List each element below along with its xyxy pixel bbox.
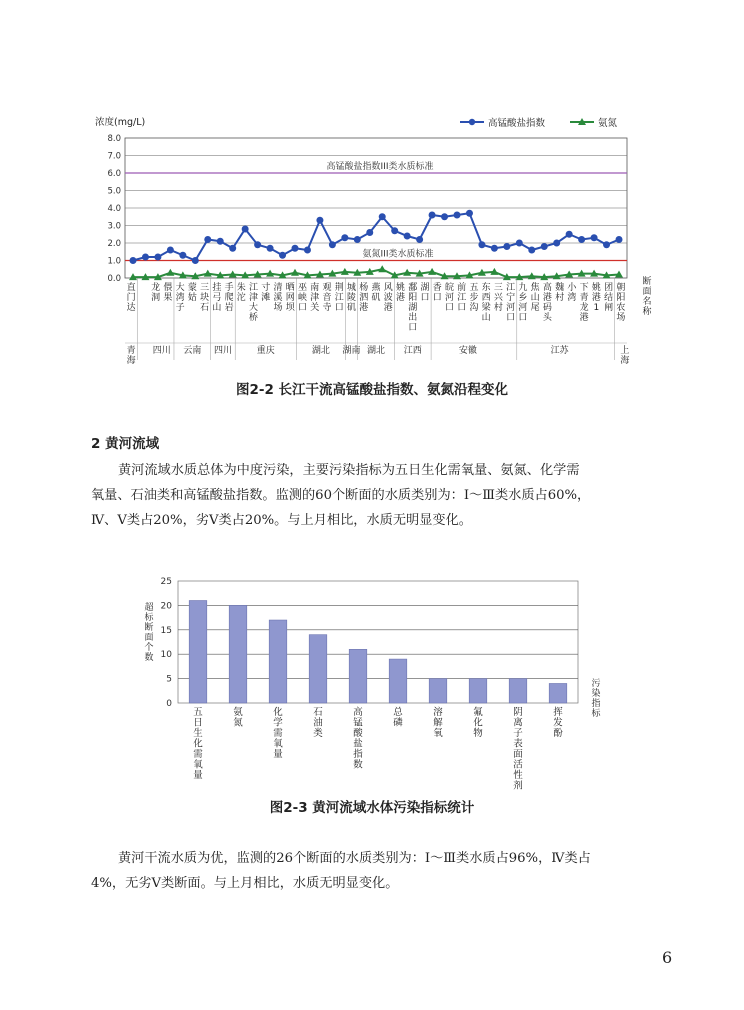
x-tick-label: 东西梁山 [481,283,491,323]
bar [349,649,367,703]
x-tick-label: 清溪场 [273,283,283,313]
data-point [167,247,174,254]
x-tick-label: 九乡河口 [518,283,528,323]
x-tick-label: 荆江口 [334,283,344,313]
x-tick-label: 蒙姑 [187,283,197,303]
y-tick-label: 8.0 [107,134,121,144]
x-tick-label: 高锰酸盐指数 [353,707,363,771]
data-point [454,212,461,219]
data-point [578,236,585,243]
x-tick-label: 总磷 [393,707,403,729]
data-point [566,231,573,238]
data-point [541,243,548,250]
data-point [416,236,423,243]
x-tick-label: 南津关 [310,283,320,313]
x-tick-label: 挂弓山 [212,283,222,313]
y-tick-label: 4.0 [107,204,121,214]
y-tick-label: 15 [160,625,172,636]
y-tick-label: 1.0 [107,256,121,267]
yellow-river-bar-chart [138,570,618,790]
y-tick-label: 5 [166,674,172,685]
x-tick-label: 龙洞 [151,283,161,303]
province-label: 四川 [152,346,171,356]
paragraph-line: 黄河干流水质为优，监测的26个断面的水质类别为：Ⅰ～Ⅲ类水质占96%，Ⅳ类占 [118,851,591,866]
province-label: 湖北 [311,346,330,356]
data-point [292,245,299,252]
province-label: 湖北 [366,346,386,356]
x-axis-title: 断面名称 [642,277,652,317]
y-tick-label: 3.0 [107,221,121,232]
section-paragraph [91,458,671,533]
x-tick-label: 朝阳农场 [616,283,626,323]
x-tick-label: 魏村 [555,283,565,303]
province-label: 上海 [620,346,630,366]
bar [549,683,567,703]
x-tick-label: 大湾子 [175,283,185,313]
data-point [553,240,560,247]
x-tick-label: 氨氮 [233,707,243,729]
legend-label: 氨氮 [598,118,618,129]
x-tick-label: 杨泗港 [359,283,369,313]
data-point [179,252,186,259]
closing-paragraph [91,846,671,896]
figure-2-2-caption: 图2-2 长江干流高锰酸盐指数、氨氮沿程变化 [235,382,509,398]
x-tick-label: 城陵矶 [347,283,357,313]
y-tick-label: 0.0 [107,274,121,284]
y-tick-label: 7.0 [107,151,121,162]
x-tick-label: 巫峡口 [298,283,308,313]
x-tick-label: 氟化物 [473,707,483,739]
y-axis-title: 超标断面个数 [144,603,154,663]
x-tick-label: 湖口 [420,283,430,303]
data-point [341,234,348,241]
bar [269,620,287,703]
data-point [154,254,161,261]
province-label: 青海 [126,346,136,366]
data-point [441,213,448,220]
x-tick-label: 三兴村 [493,283,503,313]
province-label: 江苏 [550,346,569,356]
data-point [204,236,211,243]
paragraph-line: 4%，无劣Ⅴ类断面。与上月相比，水质无明显变化。 [91,876,399,891]
bar [189,601,207,703]
province-label: 安徽 [458,346,477,356]
x-tick-label: 高港码头 [542,283,552,323]
y-tick-label: 0 [166,699,172,709]
data-point [603,241,610,248]
data-point [379,213,386,220]
x-tick-label: 偎果 [163,283,173,303]
x-tick-label: 五日生化需氧量 [193,707,203,781]
data-point [616,236,623,243]
y-tick-label: 10 [160,650,172,661]
x-tick-label: 姚港 [395,283,405,303]
bar [469,679,487,703]
data-point [217,238,224,245]
data-point [429,212,436,219]
data-point [316,217,323,224]
province-label: 江西 [403,346,422,356]
x-tick-label: 手爬岩 [224,283,234,313]
bar [509,679,527,703]
paragraph-line: 黄河流域水质总体为中度污染，主要污染指标为五日生化需氧量、氨氮、化学需 [118,463,580,478]
reference-line-label: 高锰酸盐指数III类水质标准 [326,162,434,172]
bar [389,659,407,703]
data-point [142,254,149,261]
province-label: 重庆 [256,346,275,356]
y-axis-title: 浓度(mg/L) [95,117,146,128]
bar [309,635,327,703]
x-tick-label: 焦山尾 [530,283,540,313]
bar [429,679,447,703]
province-label: 云南 [183,346,202,356]
paragraph-line: 氧量、石油类和高锰酸盐指数。监测的60个断面的水质类别为：Ⅰ～Ⅲ类水质占60%， [91,488,591,503]
section-heading-yellow-river: 2 黄河流域 [91,436,160,452]
bar [229,605,247,703]
x-tick-label: 江津大桥 [249,283,259,323]
data-point [516,240,523,247]
x-tick-label: 石油类 [313,707,323,739]
data-point [391,227,398,234]
y-tick-label: 20 [160,601,172,612]
x-tick-label: 小湾 [567,283,577,303]
x-tick-label: 香口 [432,283,442,303]
data-point [329,241,336,248]
data-point [192,257,199,264]
legend-marker [469,119,475,125]
x-axis-title: 污染指标 [591,679,601,719]
x-tick-label: 溶解氧 [433,707,443,739]
data-point [366,229,373,236]
figure-2-3-caption: 图2-3 黄河流域水体污染指标统计 [269,800,475,816]
x-tick-label: 挥发酚 [553,707,563,739]
x-tick-label: 皖河口 [444,283,454,313]
data-point [466,210,473,217]
x-tick-label: 前江口 [457,283,467,313]
province-label: 湖南 [342,346,361,356]
y-tick-label: 2.0 [107,239,121,249]
data-point [491,245,498,252]
page-number: 6 [662,948,673,967]
data-point [254,241,261,248]
y-tick-label: 5.0 [107,186,121,197]
data-point [267,245,274,252]
reference-line-label: 氨氮III类水质标准 [362,249,434,260]
data-point [242,226,249,233]
data-point [503,243,510,250]
data-point [591,234,598,241]
x-tick-label: 姚港 1 [591,283,601,313]
x-tick-label: 风波港 [383,283,393,313]
x-tick-label: 观音寺 [322,283,332,313]
x-tick-label: 三块石 [200,283,210,313]
x-tick-label: 江宁河口 [506,283,516,323]
data-point [528,247,535,254]
y-tick-label: 6.0 [107,169,121,179]
data-point [229,245,236,252]
x-tick-label: 直门达 [126,283,136,313]
x-tick-label: 五步沟 [469,283,479,313]
data-point [378,265,386,272]
x-tick-label: 寸滩 [261,283,271,303]
province-label: 四川 [213,346,232,356]
y-tick-label: 25 [160,577,172,587]
yangtze-line-chart [80,105,680,375]
data-point [404,233,411,240]
paragraph-line: Ⅳ、Ⅴ类占20%，劣Ⅴ类占20%。与上月相比，水质无明显变化。 [91,513,472,528]
x-tick-label: 团结闸 [604,283,614,313]
x-tick-label: 晒网坝 [285,283,295,313]
x-tick-label: 燕矶 [371,283,381,303]
data-point [291,269,299,276]
x-tick-label: 阴离子表面活性剂 [513,707,523,790]
data-point [166,269,174,276]
legend-label: 高锰酸盐指数 [488,118,546,129]
x-tick-label: 下青龙港 [579,283,589,323]
data-point [354,236,361,243]
x-tick-label: 鄱阳湖出口 [408,283,418,333]
data-point [478,241,485,248]
x-tick-label: 化学需氧量 [273,707,283,760]
x-tick-label: 朱沱 [236,283,246,303]
data-point [279,252,286,259]
data-point [304,247,311,254]
data-point [130,257,137,264]
